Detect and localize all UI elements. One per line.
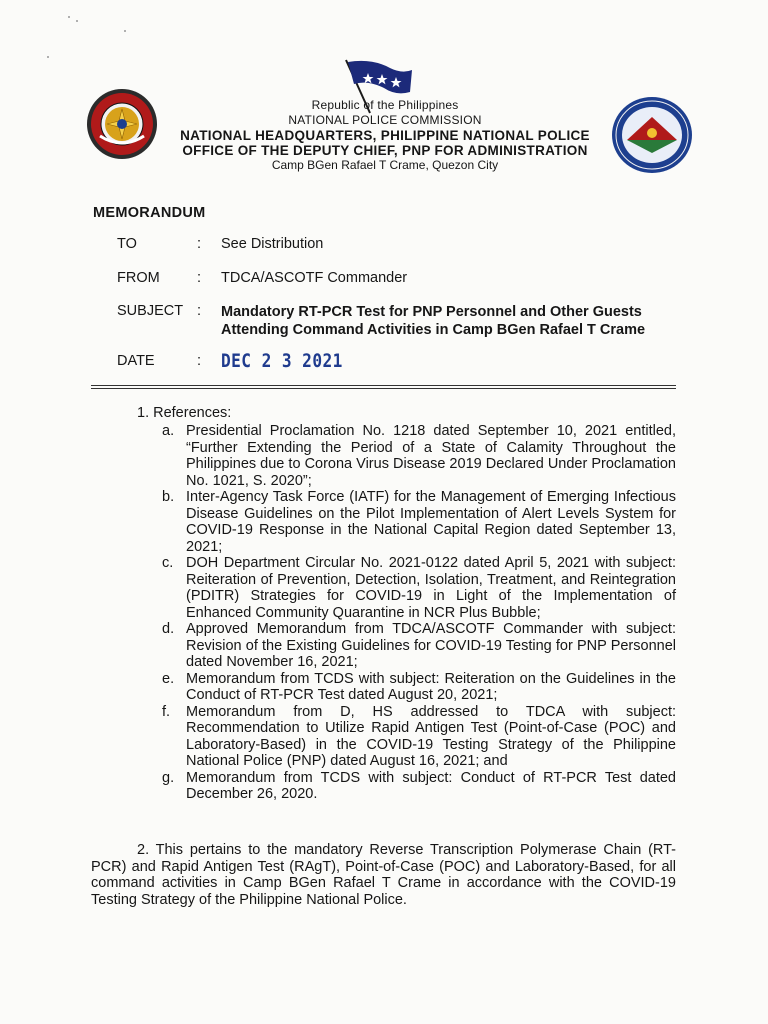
date-stamp: DEC 2 3 2021 [221, 350, 343, 372]
to-label: TO [117, 236, 137, 252]
reference-letter: a. [162, 423, 175, 439]
letterhead-headquarters: NATIONAL HEADQUARTERS, PHILIPPINE NATIONAL POLICE [180, 128, 590, 143]
reference-item [162, 704, 676, 770]
subject-label: SUBJECT [117, 303, 184, 319]
header-rule-bottom [91, 388, 676, 389]
reference-text: DOH Department Circular No. 2021-0122 dated April 5, 2021 with subject: Reiteration of Prevention, Detection, Isolation, Treatment, and Reintegration (PDITR) Strategies for COVID-19 in Light of the Implementation of Enhanced Community Quarantine in NCR Plus Bubble; [186, 555, 676, 621]
reference-letter: g. [162, 769, 175, 786]
reference-text: Memorandum from TCDS with subject: Conduct of RT-PCR Test dated December 26, 2020. [186, 769, 676, 802]
memo-from-row [117, 270, 768, 286]
paragraph-2: 2. This pertains to the mandatory Reverse Transcription Polymerase Chain (RT-PCR) and Rapid Antigen Test (RAgT), Point-of-Case (POC) and Laboratory-Based, for all command activities in Camp BGen Rafael T Crame in accordance with the COVID-19 Testing Strategy of the Philippine National Police. [91, 842, 676, 908]
letterhead [150, 98, 620, 173]
reference-letter: b. [162, 489, 175, 505]
to-value: See Distribution [221, 236, 324, 252]
letterhead-republic: Republic of the Philippines [311, 98, 459, 112]
reference-item [162, 489, 676, 555]
field-colon: : [197, 236, 202, 252]
memo-subject-row [117, 303, 676, 339]
reference-item [162, 423, 676, 489]
reference-item [162, 770, 676, 803]
reference-letter: d. [162, 621, 175, 637]
references-list [162, 423, 676, 803]
subject-value: Mandatory RT-PCR Test for PNP Personnel and Other Guests Attending Command Activities in Camp BGen Rafael T Crame [221, 304, 646, 338]
scan-speck [68, 16, 70, 18]
reference-item [162, 621, 676, 671]
reference-letter: e. [162, 670, 175, 687]
reference-text: Approved Memorandum from TDCA/ASCOTF Commander with subject: Revision of the Existing Guidelines for COVID-19 Testing for PNP Personnel dated November 16, 2021; [186, 621, 676, 670]
scan-speck [124, 30, 126, 32]
pnp-seal-logo [86, 88, 158, 160]
field-colon: : [197, 270, 202, 286]
reference-text: Memorandum from TCDS with subject: Reiteration on the Guidelines in the Conduct of RT-PCR Test dated August 20, 2021; [186, 670, 676, 703]
memo-to-row [117, 236, 768, 252]
reference-item [162, 671, 676, 704]
national-headquarters-seal-logo [605, 95, 700, 175]
from-value: TDCA/ASCOTF Commander [221, 270, 408, 286]
reference-text: Inter-Agency Task Force (IATF) for the Management of Emerging Infectious Disease Guidelines on the Pilot Implementation of Alert Levels System for COVID-19 Response in the National Capital Region dated September 13, 2021; [186, 489, 676, 555]
reference-letter: f. [162, 703, 171, 720]
reference-item [162, 555, 676, 621]
references-heading: 1. References: [137, 405, 232, 421]
scan-speck [76, 20, 78, 22]
memo-date-row [117, 350, 768, 372]
reference-letter: c. [162, 555, 174, 571]
field-colon: : [197, 353, 202, 369]
letterhead-napolcom: NATIONAL POLICE COMMISSION [288, 113, 482, 127]
letterhead-address: Camp BGen Rafael T Crame, Quezon City [271, 158, 499, 172]
letterhead-office: OFFICE OF THE DEPUTY CHIEF, PNP FOR ADMINISTRATION [182, 143, 588, 158]
date-label: DATE [117, 353, 155, 369]
memo-title: MEMORANDUM [93, 205, 206, 221]
header-rule-top [91, 385, 676, 386]
reference-text: Memorandum from D, HS addressed to TDCA with subject: Recommendation to Utilize Rapid Antigen Test (Point-of-Case (POC) and Laboratory-Based) in the COVID-19 Testing Strategy of the Philippine National Police (PNP) dated August 16, 2021; and [186, 703, 676, 769]
from-label: FROM [117, 270, 160, 286]
scan-speck [47, 56, 49, 58]
field-colon: : [197, 303, 202, 319]
reference-text: Presidential Proclamation No. 1218 dated September 10, 2021 entitled, “Further Extending the Period of a State of Calamity Throughout the Philippines due to Corona Virus Disease 2019 Declared Under Proclamation No. 1021, S. 2020”; [186, 423, 676, 489]
